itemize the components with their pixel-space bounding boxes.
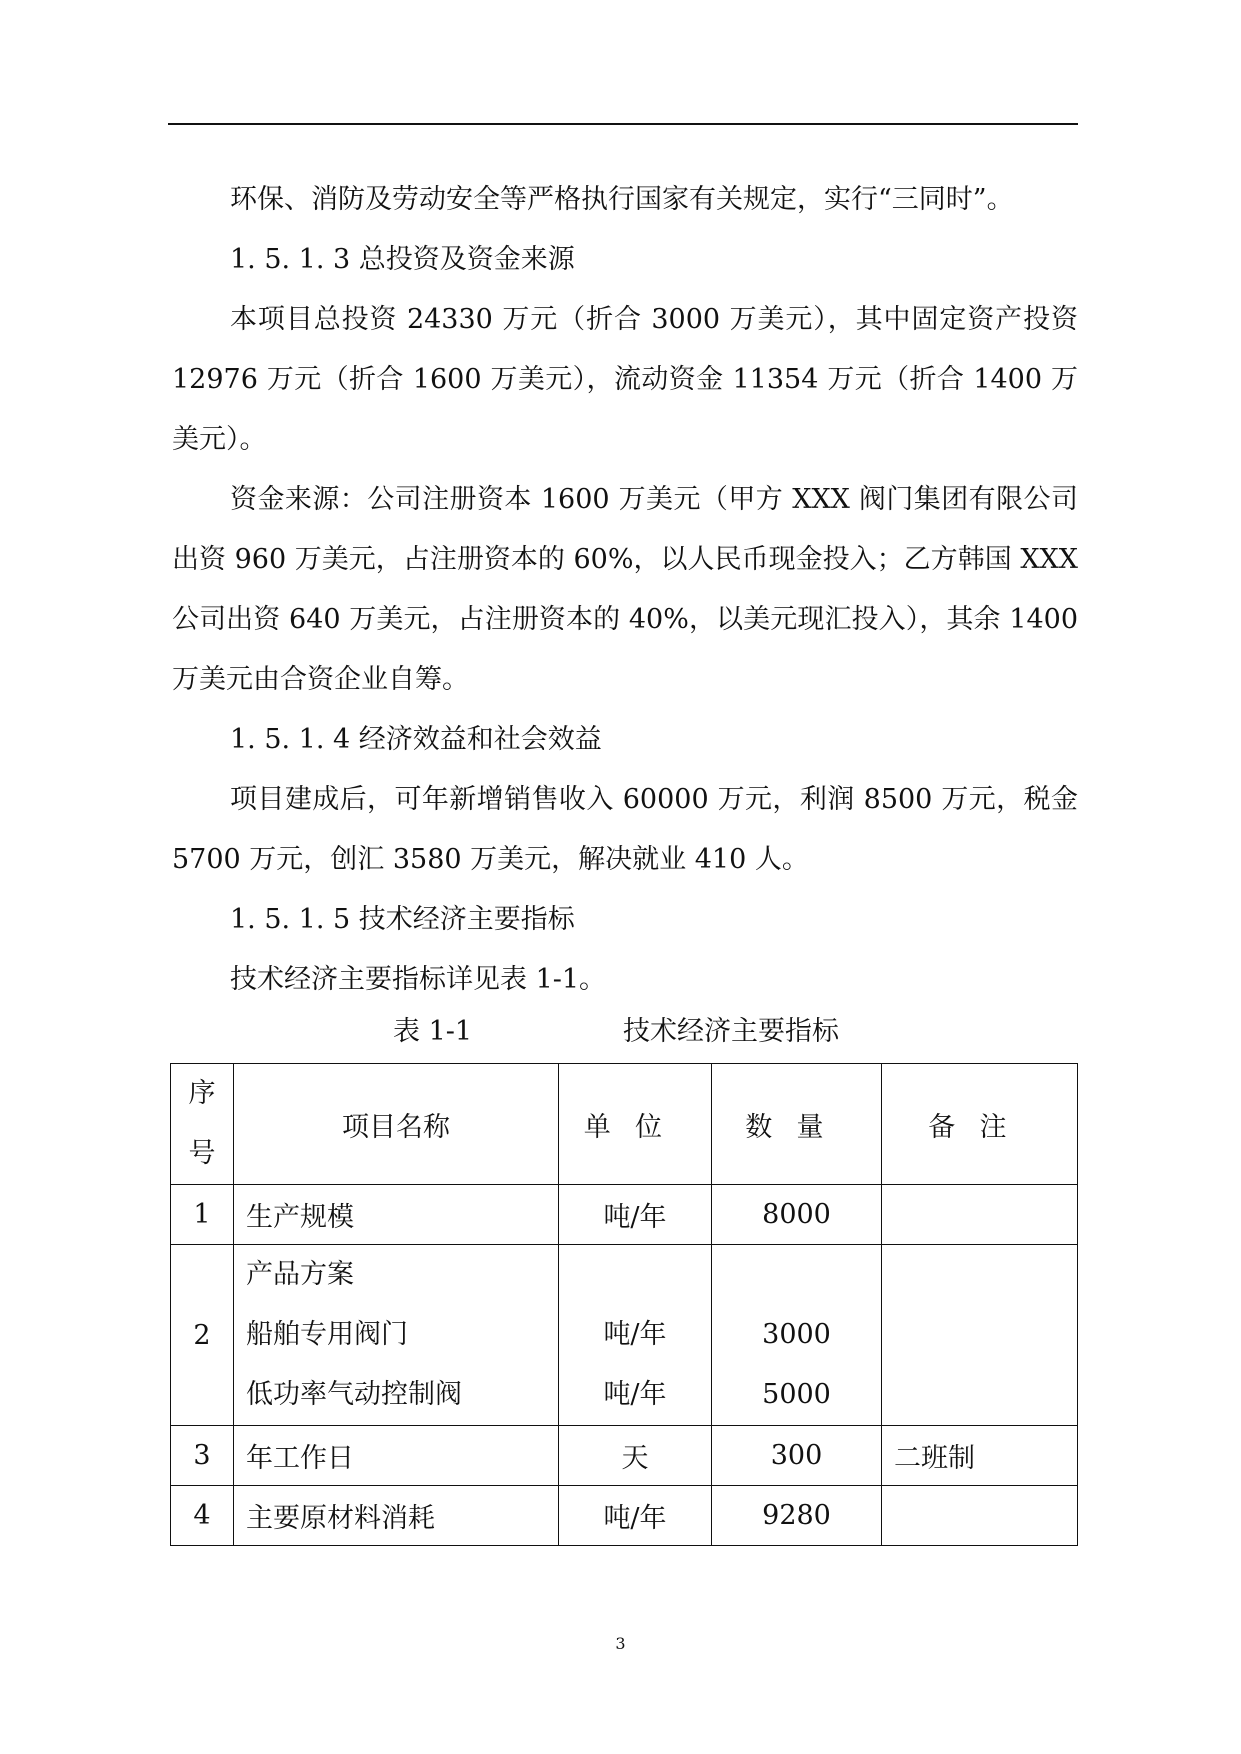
row-note	[882, 1185, 1078, 1245]
row-no: 4	[171, 1486, 234, 1546]
table-caption-title: 技术经济主要指标	[623, 1016, 839, 1047]
row-name	[234, 1245, 559, 1426]
header-unit: 单位	[559, 1064, 712, 1185]
heading-economic-benefits: 1. 5. 1. 4 经济效益和社会效益	[230, 724, 602, 755]
row-no: 1	[171, 1185, 234, 1245]
table-row	[171, 1245, 1078, 1426]
row-qty: 9280	[712, 1486, 882, 1546]
row-unit-line	[559, 1245, 711, 1305]
page-number: 3	[615, 1634, 626, 1653]
paragraph-benefits: 项目建成后，可年新增销售收入 60000 万元，利润 8500 万元，税金 5700 万元，创汇 3580 万美元，解决就业 410 人。	[172, 784, 1078, 875]
row-unit: 吨/年	[559, 1486, 712, 1546]
paragraph-table-reference: 技术经济主要指标详见表 1-1。	[230, 964, 607, 995]
row-unit-line: 吨/年	[603, 1319, 667, 1350]
row-qty-line	[712, 1245, 881, 1305]
row-no: 3	[171, 1426, 234, 1486]
row-name-line: 船舶专用阀门	[246, 1319, 408, 1350]
table-caption-number: 表 1-1	[393, 1016, 473, 1047]
paragraph-investment: 本项目总投资 24330 万元（折合 3000 万美元），其中固定资产投资 12976 万元（折合 1600 万美元），流动资金 11354 万元（折合 1400 万美元）。	[172, 304, 1078, 455]
row-name: 年工作日	[234, 1426, 559, 1486]
indicator-table	[170, 1063, 1078, 1546]
table-header-row	[171, 1064, 1078, 1185]
table-row	[171, 1486, 1078, 1546]
row-qty: 8000	[712, 1185, 882, 1245]
row-note: 二班制	[882, 1426, 1078, 1486]
header-no-line1: 序	[188, 1078, 216, 1109]
row-unit: 天	[559, 1426, 712, 1486]
header-note: 备注	[882, 1064, 1078, 1185]
row-name-line: 产品方案	[246, 1259, 354, 1290]
header-no	[171, 1064, 234, 1185]
row-name: 主要原材料消耗	[234, 1486, 559, 1546]
header-rule	[168, 123, 1078, 125]
row-name-line: 低功率气动控制阀	[246, 1379, 462, 1410]
row-note	[882, 1486, 1078, 1546]
header-qty: 数量	[712, 1064, 882, 1185]
row-unit: 吨/年	[559, 1185, 712, 1245]
heading-total-investment: 1. 5. 1. 3 总投资及资金来源	[230, 244, 575, 275]
table-row	[171, 1426, 1078, 1486]
row-qty: 300	[712, 1426, 882, 1486]
row-qty	[712, 1245, 882, 1426]
paragraph-safety: 环保、消防及劳动安全等严格执行国家有关规定，实行“三同时”。	[230, 184, 1014, 215]
row-qty-line: 3000	[762, 1319, 831, 1350]
row-note	[882, 1245, 1078, 1426]
heading-main-indicators: 1. 5. 1. 5 技术经济主要指标	[230, 904, 575, 935]
row-unit-line: 吨/年	[603, 1379, 667, 1410]
header-no-line2: 号	[188, 1138, 216, 1169]
row-qty-line: 5000	[762, 1379, 831, 1410]
header-name: 项目名称	[234, 1064, 559, 1185]
row-name: 生产规模	[234, 1185, 559, 1245]
row-no: 2	[171, 1245, 234, 1426]
paragraph-funding-source: 资金来源：公司注册资本 1600 万美元（甲方 XXX 阀门集团有限公司出资 960 万美元，占注册资本的 60%，以人民币现金投入；乙方韩国 XXX 公司出资 640 万美元，占注册资本的 40%，以美元现汇投入），其余 1400 万美元由合资企业自筹。	[172, 484, 1078, 695]
table-row	[171, 1185, 1078, 1245]
row-unit	[559, 1245, 712, 1426]
